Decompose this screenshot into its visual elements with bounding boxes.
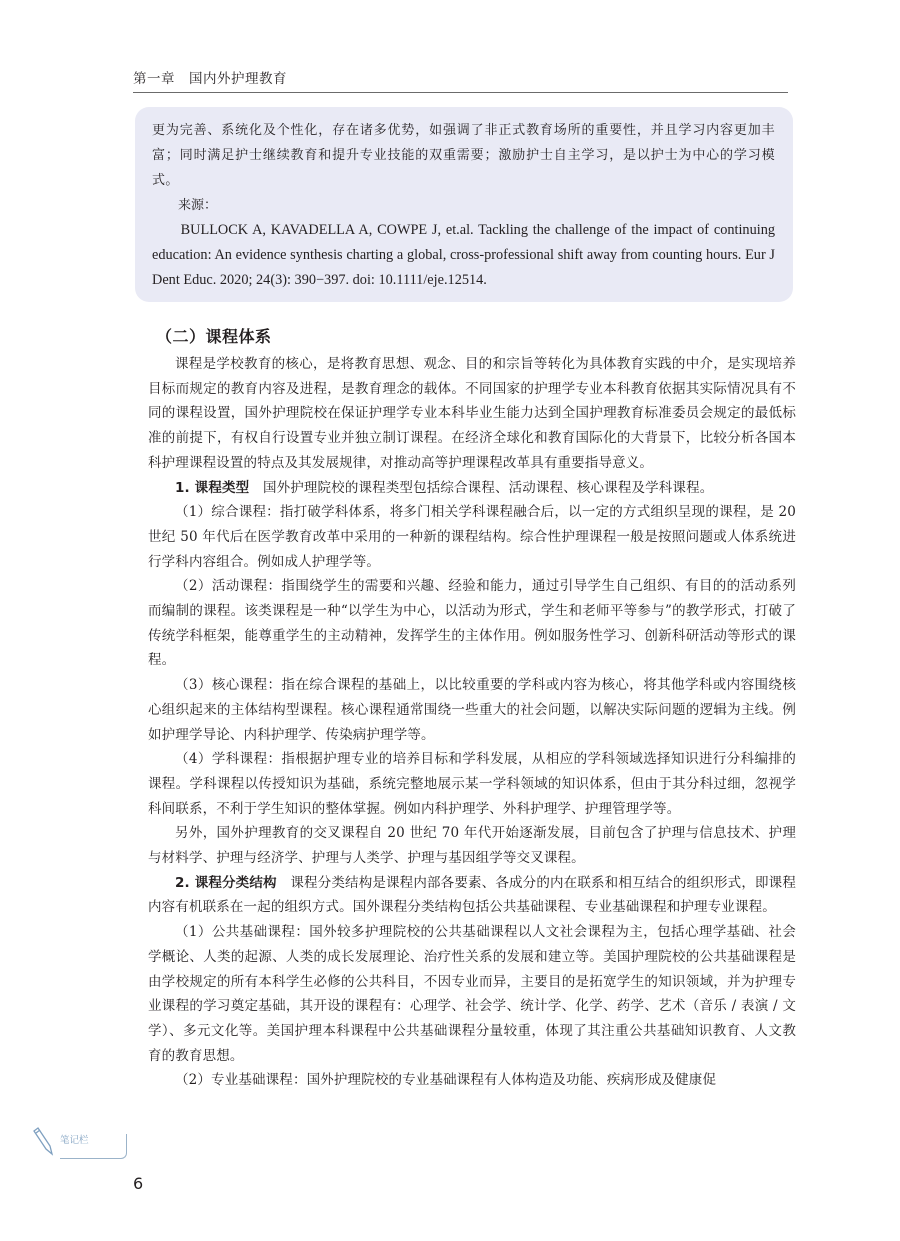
paragraph-item4: （4）学科课程：指根据护理专业的培养目标和学科发展，从相应的学科领域选择知识进行分科编排的课程。学科课程以传授知识为基础，系统完整地展示某一学科领域的知识体系，但由于其分科过细，忽视学科间联系，不利于学生知识的整体掌握。例如内科护理学、外科护理学、护理管理学等。: [148, 751, 796, 817]
page-number: 6: [133, 1174, 144, 1193]
types-text: 国外护理院校的课程类型包括综合课程、活动课程、核心课程及学科课程。: [262, 479, 714, 496]
quote-text: 更为完善、系统化及个性化，存在诸多优势，如强调了非正式教育场所的重要性，并且学习内容更加丰富；同时满足护士继续教育和提升专业技能的双重需要；激励护士自主学习，是以护士为中心的学习模式。: [152, 123, 775, 188]
types-lead: 1. 课程类型: [175, 479, 250, 496]
pencil-icon: [32, 1124, 62, 1158]
source-label: 来源：: [178, 198, 218, 213]
header-rule: [133, 92, 788, 93]
paragraph-struct2: （2）专业基础课程：国外护理院校的专业基础课程有人体构造及功能、疾病形成及健康促: [175, 1072, 717, 1089]
paragraph-struct1: （1）公共基础课程：国外较多护理院校的公共基础课程以人文社会课程为主，包括心理学基础、社会学概论、人类的起源、人类的成长发展理论、治疗性关系的发展和建立等。美国护理院校的公共基础课程是由学校规定的所有本科学生必修的公共科目，不因专业而异，主要目的是拓宽学生的知识领域，并为护理专业课程的学习奠定基础，其开设的课程有：心理学、社会学、统计学、化学、药学、艺术（音乐 / 表演 / 文学）、多元文化等。美国护理本科课程中公共基础课程分量较重，体现了其注重公共基础知识教育、人文教育的教育思想。: [148, 924, 796, 1064]
notes-label: 笔记栏: [60, 1135, 89, 1146]
main-section: [148, 322, 796, 1093]
notes-tab: [32, 1124, 128, 1158]
structure-text: 课程分类结构是课程内部各要素、各成分的内在联系和相互结合的组织形式，即课程内容有机联系在一起的组织方式。国外课程分类结构包括公共基础课程、专业基础课程和护理专业课程。: [148, 874, 796, 916]
paragraph-item1: （1）综合课程：指打破学科体系，将多门相关学科课程融合后，以一定的方式组织呈现的课程，是 20 世纪 50 年代后在医学教育改革中采用的一种新的课程结构。综合性护理课程一般是按照问题或人体系统进行学科内容组合。例如成人护理学等。: [148, 504, 796, 570]
paragraph-structure: [148, 871, 796, 920]
section-heading: （二）课程体系: [156, 327, 272, 346]
reference-citation: BULLOCK A, KAVADELLA A, COWPE J, et.al. Tackling the challenge of the impact of continuing education: An evidence synthesis charting a global, cross-professional shift away from counting hours. Eur J Dent Educ. 2020; 24(3): 390−397. doi: 10.1111/eje.12514.: [152, 222, 775, 288]
paragraph-cross: 另外，国外护理教育的交叉课程自 20 世纪 70 年代开始逐渐发展，目前包含了护理与信息技术、护理与材料学、护理与经济学、护理与人类学、护理与基因组学等交叉课程。: [148, 825, 796, 867]
paragraph-item2: （2）活动课程：指围绕学生的需要和兴趣、经验和能力，通过引导学生自己组织、有目的的活动系列而编制的课程。该类课程是一种“以学生为中心，以活动为形式，学生和老师平等参与”的教学形式，打破了传统学科框架，能尊重学生的主动精神，发挥学生的主体作用。例如服务性学习、创新科研活动等形式的课程。: [148, 578, 796, 669]
quote-box: [135, 107, 793, 302]
paragraph-intro: 课程是学校教育的核心，是将教育思想、观念、目的和宗旨等转化为具体教育实践的中介，是实现培养目标而规定的教育内容及进程，是教育理念的载体。不同国家的护理学专业本科教育依据其实际情况具有不同的课程设置，国外护理院校在保证护理学专业本科毕业生能力达到全国护理教育标准委员会规定的最低标准的前提下，有权自行设置专业并独立制订课程。在经济全球化和教育国际化的大背景下，比较分析各国本科护理课程设置的特点及其发展规律，对推动高等护理课程改革具有重要指导意义。: [148, 356, 796, 471]
running-head: 第一章 国内外护理教育: [133, 71, 287, 87]
paragraph-item3: （3）核心课程：指在综合课程的基础上，以比较重要的学科或内容为核心，将其他学科或内容围绕核心组织起来的主体结构型课程。核心课程通常围绕一些重大的社会问题，以解决实际问题的逻辑为主线。例如护理学导论、内科护理学、传染病护理学等。: [148, 677, 796, 743]
structure-lead: 2. 课程分类结构: [175, 874, 277, 891]
paragraph-types: [148, 476, 796, 501]
